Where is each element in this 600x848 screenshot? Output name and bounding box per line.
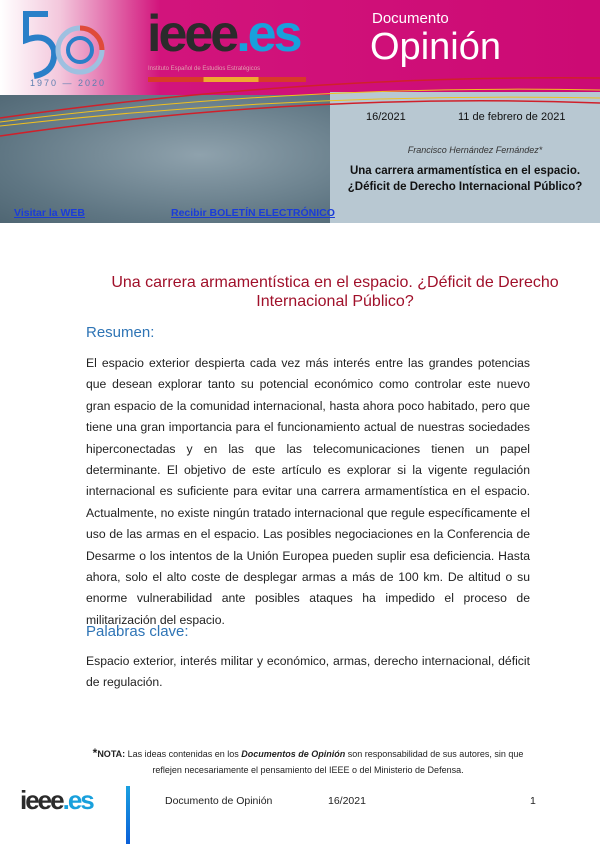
doc-number: 16/2021 (366, 111, 406, 123)
doc-date: 11 de febrero de 2021 (458, 111, 566, 123)
page-number: 1 (530, 795, 536, 807)
disclaimer-note: *NOTA: Las ideas contenidas en los Documentos de Opinión son responsabilidad de sus autores, sin que reflejen necesariamente el pensamiento del IEEE o del Ministerio de Defensa. (92, 746, 524, 775)
doc-type: Opinión (370, 26, 501, 68)
anniversary-years: 1970 — 2020 (30, 78, 107, 88)
institute-name: Instituto Español de Estudios Estratégicos (148, 66, 261, 72)
keywords-heading: Palabras clave: (86, 623, 189, 640)
doc-label: Documento (372, 10, 449, 27)
footer-doc-type: Documento de Opinión (165, 795, 273, 807)
header-title: Una carrera armamentística en el espacio. ¿Déficit de Derecho Internacional Público? (347, 165, 583, 193)
abstract-heading: Resumen: (86, 324, 155, 341)
author: Francisco Hernández Fernández* (407, 145, 543, 155)
footer-ieee-logo: ieee.es (20, 785, 93, 815)
logo-color-bar (148, 77, 306, 82)
keywords-text: Espacio exterior, interés militar y económico, armas, derecho internacional, déficit de regulación. (86, 654, 530, 690)
newsletter-link[interactable]: Recibir BOLETÍN ELECTRÓNICO (171, 207, 335, 219)
visit-web-link[interactable]: Visitar la WEB (14, 207, 85, 219)
footer-doc-number: 16/2021 (328, 795, 366, 807)
ieee-logo: ieee.es (147, 5, 300, 63)
abstract-text: El espacio exterior despierta cada vez más interés entre las grandes potencias que desean explorar tanto su potencial económico como controlar este nuevo gran espacio de la comunidad internacional, hasta ahora poco habitado, pero que tiene una gran importancia para el funcionamiento actual de nuestras sociedades hiperconectadas y en las que las telecomunicaciones tienen un papel determinante. El objetivo de este artículo es explorar si la vigente regulación internacional es suficiente para evitar una carrera armamentística en el espacio. Actualmente, no existe ningún tratado internacional que regule específicamente el uso de las armas en el espacio. Las posibles negociaciones en la Conferencia de Desarme o los intentos de la Unión Europea pueden suplir esa deficiencia. Hasta ahora, solo el alto coste de desplegar armas a más de 100 km. De altitud o su enorme vulnerabilidad ante posibles ataques ha impedido el proceso de militarización del espacio. (86, 356, 530, 627)
document-title: Una carrera armamentística en el espacio. ¿Déficit de Derecho Internacional Público? (111, 274, 559, 310)
footer-divider (126, 786, 130, 844)
document-header (0, 0, 600, 223)
